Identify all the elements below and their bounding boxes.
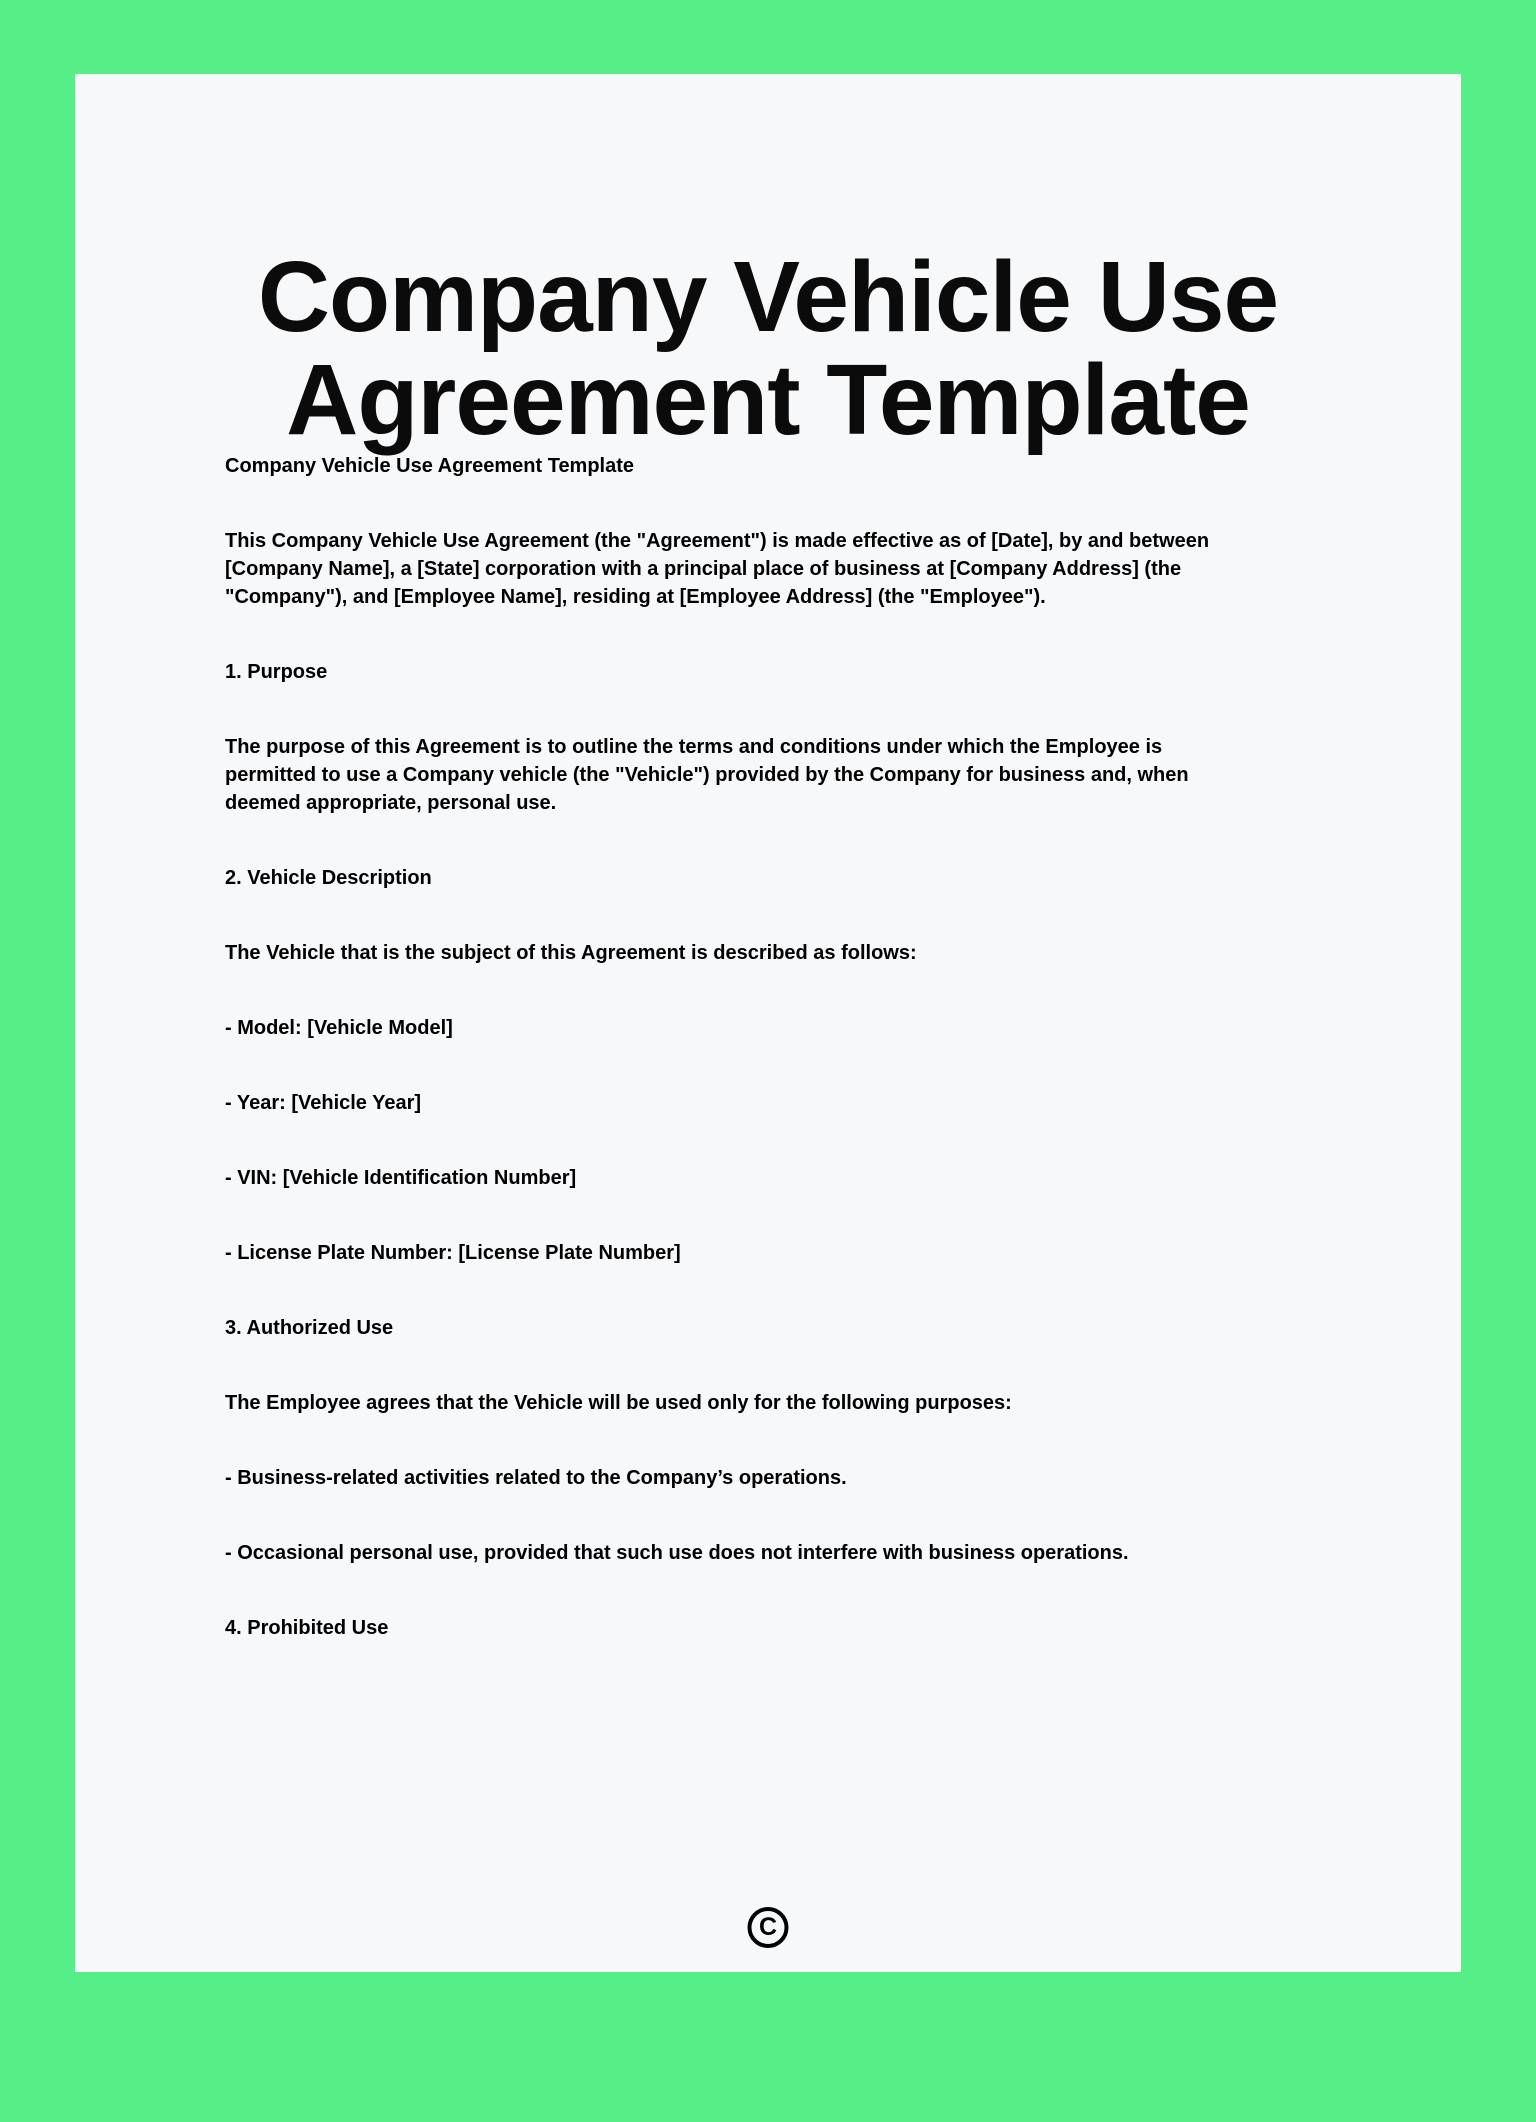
page-title-line-1: Company Vehicle Use (257, 241, 1279, 353)
vehicle-model-item: - Model: [Vehicle Model] (225, 1017, 453, 1039)
vehicle-vin-item: - VIN: [Vehicle Identification Number] (225, 1167, 577, 1189)
section-heading-prohibited-use: 4. Prohibited Use (225, 1617, 389, 1639)
vehicle-year-item: - Year: [Vehicle Year] (225, 1092, 422, 1114)
intro-paragraph: This Company Vehicle Use Agreement (the "Agreement") is made effective as of [Date], by and between [Company Name], a [State] corporation with a principal place of business at [Company Address] (the "Company"), and [Employee Name], residing at [Employee Address] (the "Employee"). (225, 530, 1210, 608)
vehicle-license-plate-item: - License Plate Number: [License Plate Number] (225, 1242, 681, 1264)
document-body (75, 452, 1455, 1642)
authorized-use-paragraph: The Employee agrees that the Vehicle will be used only for the following purposes: (225, 1392, 1012, 1414)
section-heading-purpose: 1. Purpose (225, 661, 328, 683)
copyright-icon-letter: C (758, 1912, 778, 1941)
section-heading-authorized-use: 3. Authorized Use (225, 1317, 394, 1339)
document-page (75, 74, 1461, 1972)
copyright-icon (748, 1907, 789, 1948)
purpose-paragraph: The purpose of this Agreement is to outline the terms and conditions under which the Employee is permitted to use a Company vehicle (the "Vehicle") provided by the Company for business and, when deemed appropriate, personal use. (225, 736, 1189, 814)
authorized-use-personal-item: - Occasional personal use, provided that such use does not interfere with business operations. (225, 1542, 1129, 1564)
authorized-use-business-item: - Business-related activities related to the Company’s operations. (225, 1467, 847, 1489)
document-subtitle: Company Vehicle Use Agreement Template (225, 455, 635, 477)
page-title (75, 74, 1461, 456)
section-heading-vehicle-description: 2. Vehicle Description (225, 867, 432, 889)
page-title-line-2: Agreement Template (286, 344, 1250, 456)
vehicle-description-paragraph: The Vehicle that is the subject of this Agreement is described as follows: (225, 942, 917, 964)
